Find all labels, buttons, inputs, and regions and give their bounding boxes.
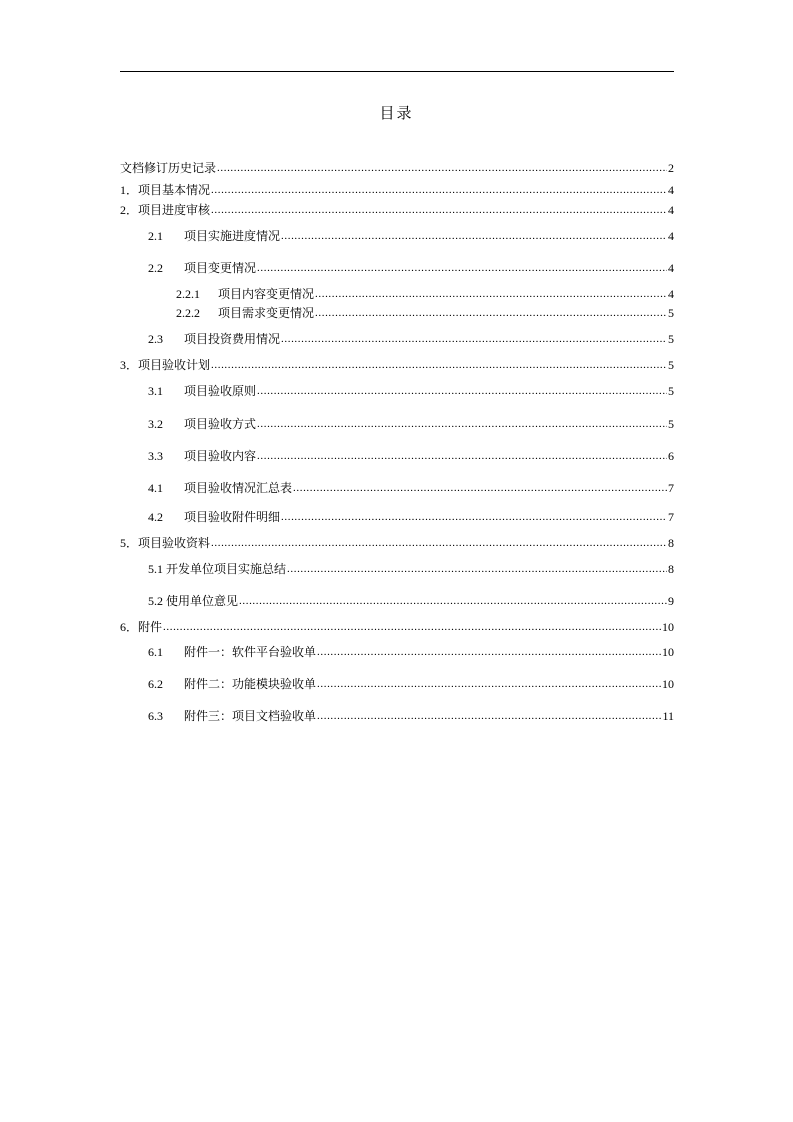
toc-entry-number: 5.2 [148,594,163,608]
dot-leader [315,287,667,301]
dot-leader [239,594,667,608]
toc-entry-text: 项目验收资料 [138,536,211,550]
toc-entry[interactable] [120,536,674,550]
toc-entry[interactable] [120,481,674,495]
toc-entry-text: 项目投资费用情况 [184,332,281,346]
dot-leader [257,417,667,431]
toc-entry-page: 2 [668,161,674,175]
toc-entry-number: 5.1 [148,562,163,576]
toc-entry-page: 4 [668,261,674,275]
toc-entry-page: 7 [668,481,674,495]
toc-entry-text: 使用单位意见 [166,594,239,608]
toc-entry-number: 5． [120,536,139,550]
toc-entry-number: 2.1 [148,229,163,243]
toc-entry[interactable] [120,645,674,659]
toc-entry-number: 6.3 [148,709,163,723]
toc-entry[interactable] [120,510,674,524]
toc-entry-number: 6.1 [148,645,163,659]
toc-entry[interactable] [120,358,674,372]
dot-leader [281,332,667,346]
toc-entry-page: 4 [668,183,674,197]
header-rule [120,71,674,72]
toc-entry-number: 3.2 [148,417,163,431]
toc-entry[interactable] [120,261,674,275]
toc-entry-number: 6.2 [148,677,163,691]
dot-leader [281,229,667,243]
toc-entry-text: 项目内容变更情况 [218,287,315,301]
toc-entry[interactable] [120,332,674,346]
toc-entry-page: 8 [668,536,674,550]
toc-entry-page: 10 [662,620,674,634]
toc-entry-text: 开发单位项目实施总结 [166,562,287,576]
toc-entry-text: 项目基本情况 [138,183,211,197]
toc-entry[interactable] [120,229,674,243]
toc-entry-page: 5 [668,332,674,346]
toc-entry-text: 项目实施进度情况 [184,229,281,243]
dot-leader [293,481,667,495]
toc-entry[interactable] [120,287,674,301]
dot-leader [211,203,667,217]
toc-entry-number: 3.1 [148,384,163,398]
toc-entry-page: 10 [662,645,674,659]
toc-entry-number: 3.3 [148,449,163,463]
toc-entry-number: 3． [120,358,139,372]
toc-entry-text: 附件一：软件平台验收单 [184,645,317,659]
toc-entry[interactable] [120,203,674,217]
toc-entry-page: 4 [668,229,674,243]
toc-entry-text: 附件二：功能模块验收单 [184,677,317,691]
toc-entry-text: 项目验收附件明细 [184,510,281,524]
toc-entry-page: 9 [668,594,674,608]
toc-entry[interactable] [120,183,674,197]
toc-entry-page: 6 [668,449,674,463]
toc-entry-number: 2． [120,203,139,217]
toc-entry[interactable] [120,594,674,608]
dot-leader [257,384,667,398]
toc-entry-number: 1． [120,183,139,197]
toc-entry-text: 项目变更情况 [184,261,257,275]
dot-leader [257,449,667,463]
dot-leader [211,358,667,372]
toc-entry[interactable] [120,677,674,691]
toc-entry[interactable] [120,709,674,723]
dot-leader [217,161,667,175]
dot-leader [257,261,667,275]
dot-leader [317,709,661,723]
toc-entry[interactable] [120,161,674,175]
toc-entry-text: 项目验收计划 [138,358,211,372]
toc-entry-page: 8 [668,562,674,576]
dot-leader [163,620,661,634]
toc-entry-text: 项目进度审核 [138,203,211,217]
dot-leader [317,645,661,659]
toc-entry-page: 4 [668,203,674,217]
toc-entry-number: 2.2.1 [176,287,200,301]
dot-leader [317,677,661,691]
dot-leader [281,510,667,524]
toc-entry-page: 4 [668,287,674,301]
toc-entry-text: 项目验收内容 [184,449,257,463]
toc-entry-page: 5 [668,306,674,320]
toc-entry-text: 附件 [138,620,163,634]
toc-entry-text: 项目需求变更情况 [218,306,315,320]
toc-entry-number: 4.2 [148,510,163,524]
toc-entry-number: 2.2.2 [176,306,200,320]
dot-leader [287,562,667,576]
toc-entry[interactable] [120,620,674,634]
toc-entry-number: 4.1 [148,481,163,495]
toc-entry-page: 5 [668,384,674,398]
toc-entry-text: 项目验收情况汇总表 [184,481,293,495]
toc-entry[interactable] [120,306,674,320]
toc-entry-page: 5 [668,417,674,431]
toc-entry[interactable] [120,562,674,576]
dot-leader [211,183,667,197]
toc-entry-number: 6． [120,620,139,634]
toc-entry[interactable] [120,384,674,398]
toc-entry[interactable] [120,417,674,431]
toc-entry-page: 10 [662,677,674,691]
dot-leader [211,536,667,550]
dot-leader [315,306,667,320]
toc-entry-text: 项目验收原则 [184,384,257,398]
toc-entry-page: 7 [668,510,674,524]
toc-entry-page: 5 [668,358,674,372]
toc-entry-page: 11 [662,709,674,723]
toc-title: 目录 [379,106,414,122]
toc-entry-text: 附件三：项目文档验收单 [184,709,317,723]
toc-entry-number: 2.3 [148,332,163,346]
toc-entry-number: 2.2 [148,261,163,275]
toc-entry-text: 项目验收方式 [184,417,257,431]
toc-entry[interactable] [120,449,674,463]
toc-entry-text: 文档修订历史记录 [120,161,217,175]
